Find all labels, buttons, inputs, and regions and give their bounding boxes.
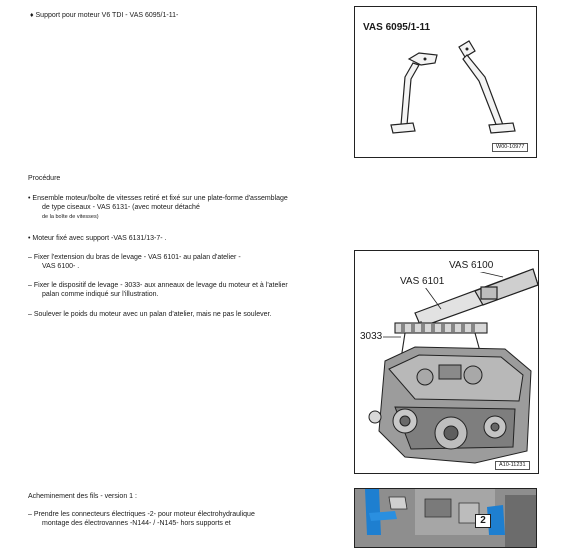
engine-hoist-illustration bbox=[355, 251, 539, 474]
label-2: 2 bbox=[475, 514, 491, 528]
step-2-line-1: – Fixer le dispositif de levage - 3033- aux anneaux de levage du moteur et à l'atelier bbox=[28, 282, 288, 289]
label-vas-6100: VAS 6100 bbox=[449, 260, 494, 271]
step-2-line-2: palan comme indiqué sur l'illustration. bbox=[42, 291, 159, 298]
connectors-photo bbox=[355, 489, 537, 548]
label-vas-6101: VAS 6101 bbox=[400, 276, 445, 287]
bullet-1-line-2: de type ciseaux - VAS 6131- (avec moteur détaché bbox=[42, 204, 200, 211]
bullet-1-line-3: de la boîte de vitesses) bbox=[42, 214, 99, 220]
step-1-line-1: – Fixer l'extension du bras de levage - VAS 6101- au palan d'atelier - bbox=[28, 254, 241, 261]
wiring-step-1-line-2: montage des électrovannes -N144- / -N145- hors supports et bbox=[42, 520, 231, 527]
figure-connectors bbox=[354, 488, 537, 548]
support-brackets-illustration bbox=[355, 7, 537, 158]
label-3033: 3033 bbox=[360, 331, 383, 342]
bullet-2: • Moteur fixé avec support -VAS 6131/13-7- . bbox=[28, 235, 167, 242]
figure-engine-hoist bbox=[354, 250, 539, 474]
bullet-1-line-1: • Ensemble moteur/boîte de vitesses retiré et fixé sur une plate-forme d'assemblage bbox=[28, 195, 288, 202]
figure-title: VAS 6095/1-11 bbox=[363, 22, 431, 33]
figure-vas-6095 bbox=[354, 6, 537, 158]
step-3: – Soulever le poids du moteur avec un palan d'atelier, mais ne pas le soulever. bbox=[28, 311, 272, 318]
wiring-step-1-line-1: – Prendre les connecteurs électriques -2- pour moteur électrohydraulique bbox=[28, 511, 255, 518]
figure-code: A10-11231 bbox=[495, 461, 530, 470]
step-1-line-2: VAS 6100- . bbox=[42, 263, 80, 270]
wiring-heading: Acheminement des fils - version 1 : bbox=[28, 493, 137, 500]
support-line: ♦ Support pour moteur V6 TDI - VAS 6095/1-11- bbox=[30, 12, 179, 19]
procedure-heading: Procédure bbox=[28, 175, 61, 182]
figure-code: W00-10977 bbox=[492, 143, 528, 152]
